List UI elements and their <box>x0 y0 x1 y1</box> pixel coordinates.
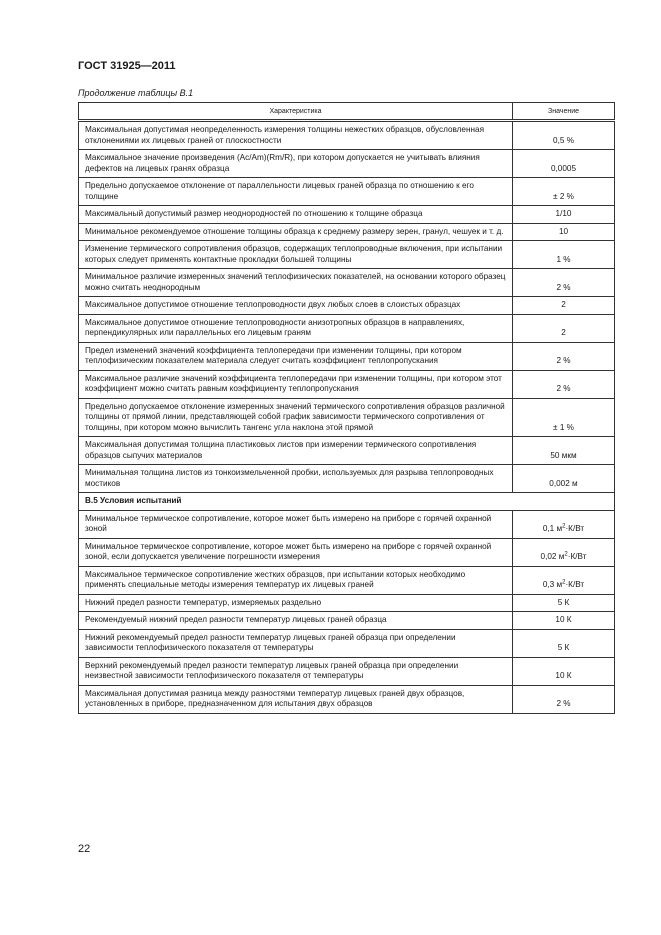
table-row <box>79 657 615 685</box>
row-value <box>513 566 615 594</box>
table-row <box>79 178 615 206</box>
row-description-formula: Максимальное значение произведения (Ac/Am)(Rm/R), при котором допускается не учитывать влияния дефектов на лицевых гранях образца <box>85 153 480 173</box>
row-description: Максимальный допустимый размер неоднородностей по отношению к толщине образца <box>79 206 513 224</box>
row-value: 0,002 м <box>513 465 615 493</box>
row-value <box>513 612 615 630</box>
value-main: 10 К <box>555 671 572 680</box>
row-value: 2 <box>513 314 615 342</box>
value-unit-tail: ·К/Вт <box>565 524 585 533</box>
row-description: Рекомендуемый нижний предел разности температур лицевых граней образца <box>79 612 513 630</box>
row-value: 2 % <box>513 342 615 370</box>
row-description: Минимальное термическое сопротивление, которое может быть измерено на приборе с горячей охранной зоной, если допускается увеличение погрешности измерения <box>79 538 513 566</box>
table-row <box>79 297 615 315</box>
row-value <box>513 510 615 538</box>
table-row <box>79 437 615 465</box>
value-unit-tail: ·К/Вт <box>567 552 587 561</box>
row-value: 0,0005 <box>513 150 615 178</box>
row-description <box>79 150 513 178</box>
value-main: 10 К <box>555 615 572 624</box>
row-value: ± 1 % <box>513 398 615 437</box>
row-value <box>513 685 615 713</box>
value-main: 0,02 м <box>540 552 565 561</box>
row-value <box>513 538 615 566</box>
row-value: 50 мкм <box>513 437 615 465</box>
table-body <box>79 121 615 714</box>
row-description: Минимальное различие измеренных значений теплофизических показателей, на основании которого образец можно считать неоднородным <box>79 269 513 297</box>
value-superscript: 2 <box>562 579 566 586</box>
table-row <box>79 510 615 538</box>
row-value: 0,5 % <box>513 121 615 150</box>
row-value <box>513 657 615 685</box>
row-value: 2 % <box>513 370 615 398</box>
row-value: 1 % <box>513 241 615 269</box>
value-superscript: 2 <box>562 523 566 530</box>
row-value: 2 <box>513 297 615 315</box>
table-row <box>79 342 615 370</box>
row-description: Максимальное термическое сопротивление жестких образцов, при испытании которых необходимо применять специальные методы измерения температур их лицевых граней <box>79 566 513 594</box>
row-description: Максимальная допустимая разница между разностями температур лицевых граней двух образцов, установленных в приборе, предназначенном для испытания двух образцов <box>79 685 513 713</box>
row-description: Предельно допускаемое отклонение от параллельности лицевых граней образца по отношению к его толщине <box>79 178 513 206</box>
row-value: 10 <box>513 223 615 241</box>
document-header: ГОСТ 31925—2011 <box>78 60 176 72</box>
row-description: Изменение термического сопротивления образцов, содержащих теплопроводные включения, при испытании которых следует применять контактные прокладки большей толщины <box>79 241 513 269</box>
table-row <box>79 398 615 437</box>
table-row <box>79 241 615 269</box>
column-header-characteristic: Характеристика <box>79 103 513 121</box>
row-value <box>513 629 615 657</box>
section-title: В.5 Условия испытаний <box>79 493 615 511</box>
row-description: Максимальное различие значений коэффициента теплопередачи при изменении толщины, при котором этот коэффициент можно считать равным коэффициенту теплопропускания <box>79 370 513 398</box>
table-row <box>79 314 615 342</box>
table-row <box>79 121 615 150</box>
row-description: Минимальное рекомендуемое отношение толщины образца к среднему размеру зерен, гранул, чешуек и т. д. <box>79 223 513 241</box>
table-row <box>79 223 615 241</box>
table-row <box>79 150 615 178</box>
table-row <box>79 566 615 594</box>
section-header-row <box>79 493 615 511</box>
row-value <box>513 594 615 612</box>
table-row <box>79 612 615 630</box>
row-description: Минимальная толщина листов из тонкоизмельченной пробки, используемых для разрыва теплопроводных мостиков <box>79 465 513 493</box>
column-header-value: Значение <box>513 103 615 121</box>
value-main: 0,3 м <box>542 580 563 589</box>
spec-table <box>78 102 615 714</box>
table-row <box>79 206 615 224</box>
row-description: Предельно допускаемое отклонение измеренных значений термического сопротивления образцов различной толщины от прямой линии, представляющей собой график зависимости термического сопротивления от толщины, при котором можно вычислить тангенс угла наклона этой прямой <box>79 398 513 437</box>
row-description: Максимальная допустимая неопределенность измерения толщины нежестких образцов, обусловленная отклонениями их лицевых граней от плоскостности <box>79 121 513 150</box>
table-row <box>79 594 615 612</box>
table-caption: Продолжение таблицы В.1 <box>78 88 194 98</box>
value-unit-tail: ·К/Вт <box>565 580 585 589</box>
row-value: 1/10 <box>513 206 615 224</box>
row-description: Максимальное допустимое отношение теплопроводности анизотропных образцов в направлениях, перпендикулярных или параллельных его лицевым граням <box>79 314 513 342</box>
table-header-row <box>79 103 615 121</box>
value-main: 5 К <box>557 643 570 652</box>
table-row <box>79 370 615 398</box>
row-description: Максимальное допустимое отношение теплопроводности двух любых слоев в слоистых образцах <box>79 297 513 315</box>
value-main: 2 % <box>556 699 571 708</box>
row-value: ± 2 % <box>513 178 615 206</box>
row-value: 2 % <box>513 269 615 297</box>
row-description: Максимальная допустимая толщина пластиковых листов при измерении термического сопротивления образцов сыпучих материалов <box>79 437 513 465</box>
value-main: 0,1 м <box>542 524 563 533</box>
row-description: Минимальное термическое сопротивление, которое может быть измерено на приборе с горячей охранной зоной <box>79 510 513 538</box>
table-row <box>79 629 615 657</box>
value-main: 5 К <box>557 597 570 607</box>
row-description: Нижний рекомендуемый предел разности температур лицевых граней образца при определении зависимости теплофизического показателя от температуры <box>79 629 513 657</box>
table-row <box>79 685 615 713</box>
row-description: Нижний предел разности температур, измеряемых раздельно <box>79 594 513 612</box>
page-number: 22 <box>78 843 91 855</box>
row-description: Верхний рекомендуемый предел разности температур лицевых граней образца при определении неизвестной зависимости теплофизического показателя от температуры <box>79 657 513 685</box>
table-row <box>79 465 615 493</box>
table-row <box>79 538 615 566</box>
value-superscript: 2 <box>564 551 568 558</box>
table-row <box>79 269 615 297</box>
row-description: Предел изменений значений коэффициента теплопередачи при изменении толщины, при котором теплофизическим показателем материала следует считать коэффициент теплопропускания <box>79 342 513 370</box>
